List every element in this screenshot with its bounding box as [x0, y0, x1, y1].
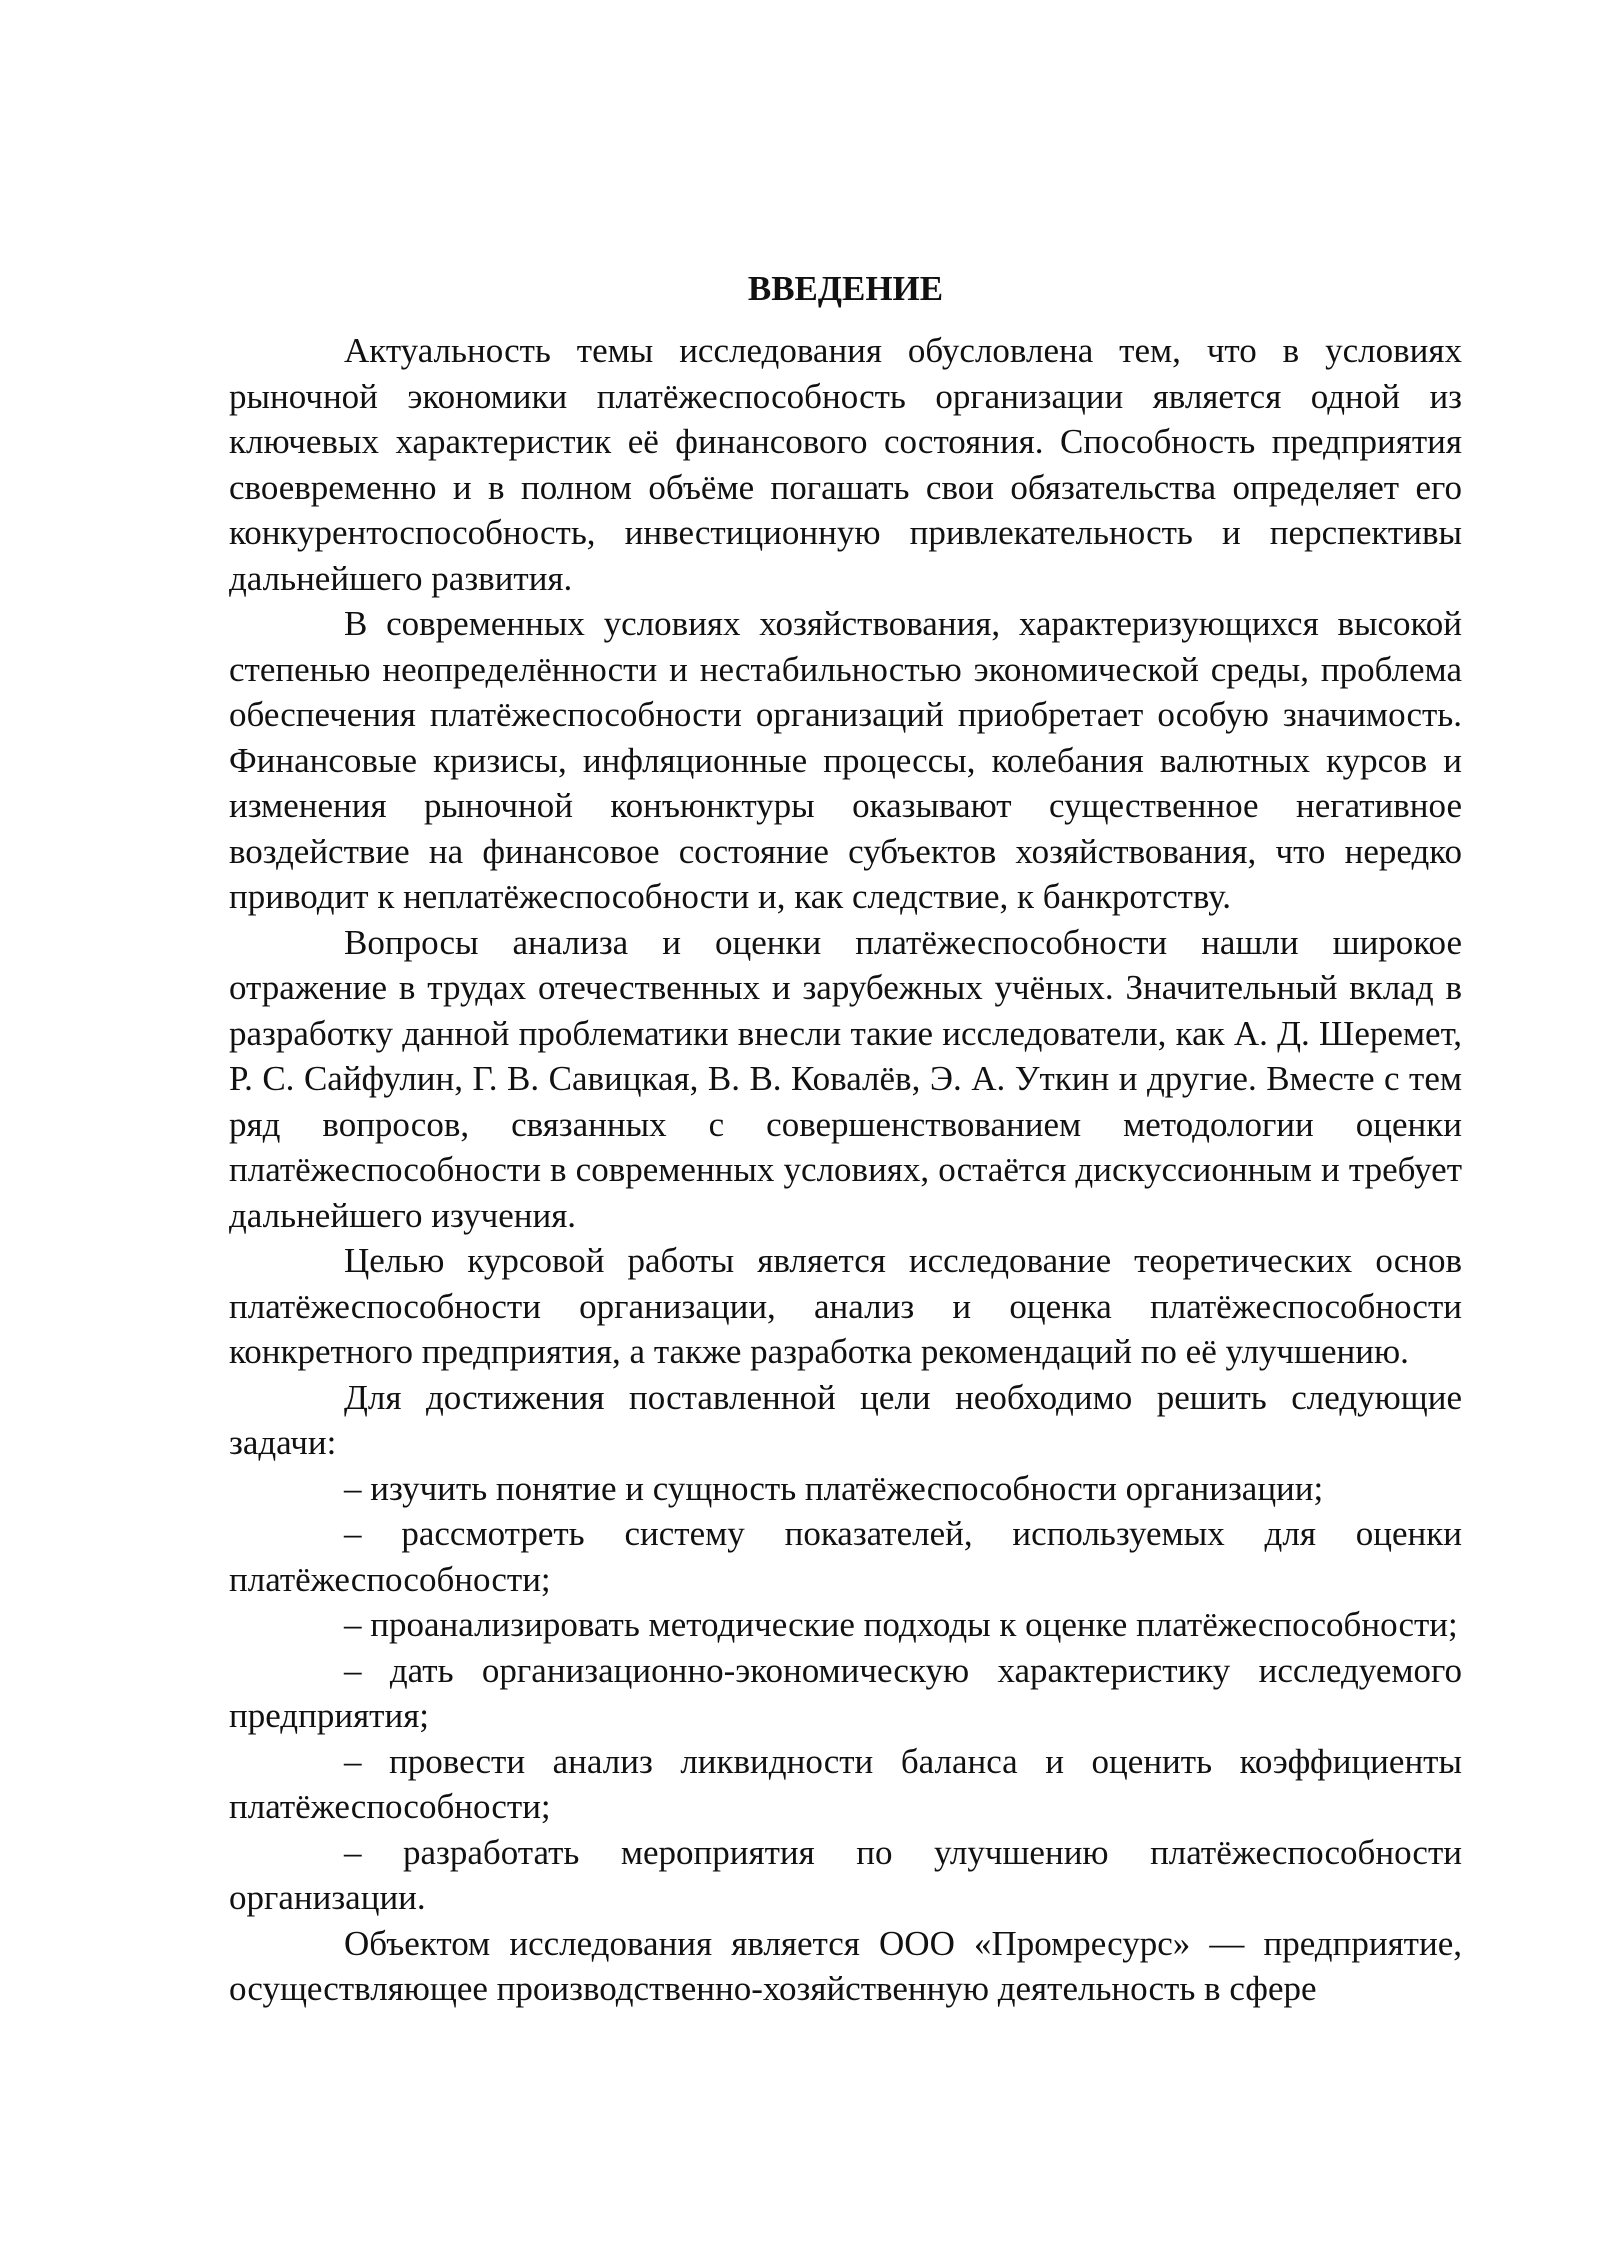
paragraph-research: Вопросы анализа и оценки платёжеспособности нашли широкое отражение в трудах отечественных и зарубежных учёных. Значительный вклад в разработку данной проблематики внесли такие исследователи, как А. Д. Шеремет, Р. С. Сайфулин, Г. В. Савицкая, В. В. Ковалёв, Э. А. Уткин и другие. Вместе с тем ряд вопросов, связанных с совершенствованием методологии оценки платёжеспособности в современных условиях, остаётся дискуссионным и требует дальнейшего изучения. [229, 922, 1462, 1235]
task-item: – провести анализ ликвидности баланса и оценить коэффициенты платёжеспособности; [229, 1741, 1462, 1826]
task-item: – изучить понятие и сущность платёжеспособности организации; [344, 1468, 1324, 1508]
paragraph-tasks-intro: Для достижения поставленной цели необходимо решить следующие задачи: [229, 1377, 1462, 1462]
task-item: – разработать мероприятия по улучшению платёжеспособности организации. [229, 1832, 1462, 1917]
task-item: – дать организационно-экономическую характеристику исследуемого предприятия; [229, 1650, 1462, 1735]
paragraph-conditions: В современных условиях хозяйствования, характеризующихся высокой степенью неопределённости и нестабильностью экономической среды, проблема обеспечения платёжеспособности организаций приобретает особую значимость. Финансовые кризисы, инфляционные процессы, колебания валютных курсов и изменения рыночной конъюнктуры оказывают существенное негативное воздействие на финансовое состояние субъектов хозяйствования, что нередко приводит к неплатёжеспособности и, как следствие, к банкротству. [229, 604, 1462, 916]
paragraph-goal: Целью курсовой работы является исследование теоретических основ платёжеспособности организации, анализ и оценка платёжеспособности конкретного предприятия, а также разработка рекомендаций по её улучшению. [229, 1241, 1462, 1371]
paragraph-object: Объектом исследования является ООО «Промресурс» — предприятие, осуществляющее производственно-хозяйственную деятельность в сфере [229, 1923, 1462, 2008]
task-item: – проанализировать методические подходы к оценке платёжеспособности; [344, 1605, 1458, 1644]
paragraph-relevance: Актуальность темы исследования обусловлена тем, что в условиях рыночной экономики платёжеспособность организации является одной из ключевых характеристик её финансового состояния. Способность предприятия своевременно и в полном объёме погашать свои обязательства определяет его конкурентоспособность, инвестиционную привлекательность и перспективы дальнейшего развития. [229, 331, 1462, 598]
document-body [229, 328, 1462, 2012]
task-item: – рассмотреть систему показателей, используемых для оценки платёжеспособности; [229, 1514, 1462, 1599]
page-heading: ВВЕДЕНИЕ [747, 269, 944, 308]
